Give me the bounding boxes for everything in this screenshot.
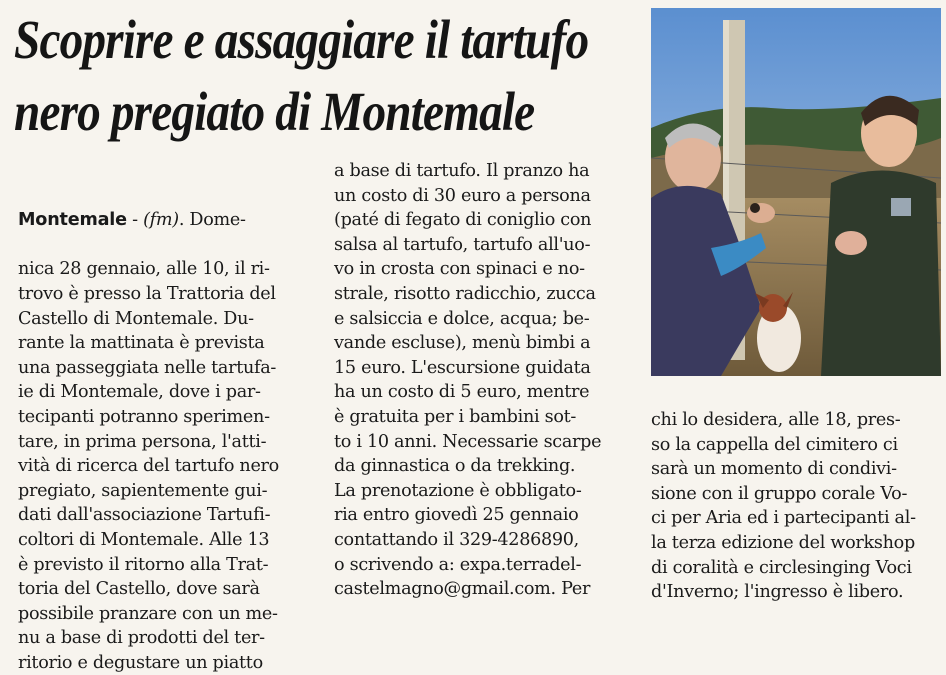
article-line: La prenotazione è obbligato-: [334, 480, 582, 501]
article-line: o scrivendo a: expa.terradel-: [334, 554, 582, 575]
article-line: un costo di 30 euro a persona: [334, 185, 591, 206]
article-line: a base di tartufo. Il pranzo ha: [334, 161, 590, 181]
article-line: e salsiccia e dolce, acqua; be-: [334, 308, 590, 329]
article-column-2: [334, 159, 601, 602]
article-line: to i 10 anni. Necessarie scarpe: [334, 431, 602, 452]
headline: [14, 4, 589, 148]
article-line: da ginnastica o da trekking.: [334, 456, 576, 477]
article-line: castelmagno@gmail.com. Per: [334, 579, 591, 600]
article-line: 15 euro. L'escursione guidata: [334, 357, 591, 378]
article-line: possibile pranzare con un me-: [18, 603, 278, 624]
article-line: chi lo desidera, alle 18, pres-: [651, 410, 901, 430]
article-line: rante la mattinata è prevista: [18, 333, 265, 354]
article-line: toria del Castello, dove sarà: [18, 579, 260, 600]
headline-line-1: Scoprire e assaggiare il tartufo: [14, 9, 589, 70]
article-line: sarà un momento di condivi-: [651, 459, 897, 480]
article-line: è gratuita per i bambini sot-: [334, 406, 577, 427]
dash: -: [126, 210, 144, 231]
article-line: so la cappella del cimitero ci: [651, 434, 898, 455]
place-name: Montemale: [18, 210, 127, 231]
article-line: una passeggiata nelle tartufa-: [18, 357, 277, 378]
article-line: [18, 208, 279, 233]
article-line: vo in crosta con spinaci e no-: [334, 259, 585, 280]
article-line: trovo è presso la Trattoria del: [18, 283, 276, 304]
article-line: d'Inverno; l'ingresso è libero.: [651, 582, 904, 603]
article-photo: [651, 8, 941, 376]
article-column-3: [651, 408, 916, 605]
byline: (fm): [143, 210, 179, 231]
article-line: ci per Aria ed i partecipanti al-: [651, 508, 916, 529]
article-line: è previsto il ritorno alla Trat-: [18, 554, 269, 575]
article-line: tare, in prima persona, l'atti-: [18, 431, 267, 452]
article-line: sione con il gruppo corale Vo-: [651, 483, 908, 504]
article-line: ria entro giovedì 25 gennaio: [334, 505, 579, 526]
article-line: vande escluse), menù bimbi a: [334, 333, 591, 354]
article-column-1: [18, 159, 279, 675]
article-line: coltori di Montemale. Alle 13: [18, 529, 270, 550]
article-line: nu a base di prodotti del ter-: [18, 628, 265, 649]
photo-illustration: [651, 8, 941, 376]
article-line: ritorio e degustare un piatto: [18, 652, 263, 673]
article-line: strale, risotto radicchio, zucca: [334, 283, 596, 304]
article-line: pregiato, sapientemente gui-: [18, 480, 268, 501]
article-line: salsa al tartufo, tartufo all'uo-: [334, 234, 591, 255]
article-line: ie di Montemale, dove i par-: [18, 382, 261, 403]
headline-line-2: nero pregiato di Montemale: [14, 81, 535, 142]
article-line: contattando il 329-4286890,: [334, 529, 579, 550]
article-line: nica 28 gennaio, alle 10, il ri-: [18, 259, 270, 280]
lead-text: . Dome-: [178, 210, 246, 231]
article-line: vità di ricerca del tartufo nero: [18, 456, 279, 477]
article-line: dati dall'associazione Tartufi-: [18, 505, 271, 526]
article-line: la terza edizione del workshop: [651, 532, 915, 553]
article-line: (paté di fegato di coniglio con: [334, 210, 592, 231]
article-line: tecipanti potranno sperimen-: [18, 406, 270, 427]
article-line: di coralità e circlesinging Voci: [651, 557, 912, 578]
article-line: Castello di Montemale. Du-: [18, 308, 254, 329]
article-line: ha un costo di 5 euro, mentre: [334, 382, 590, 403]
